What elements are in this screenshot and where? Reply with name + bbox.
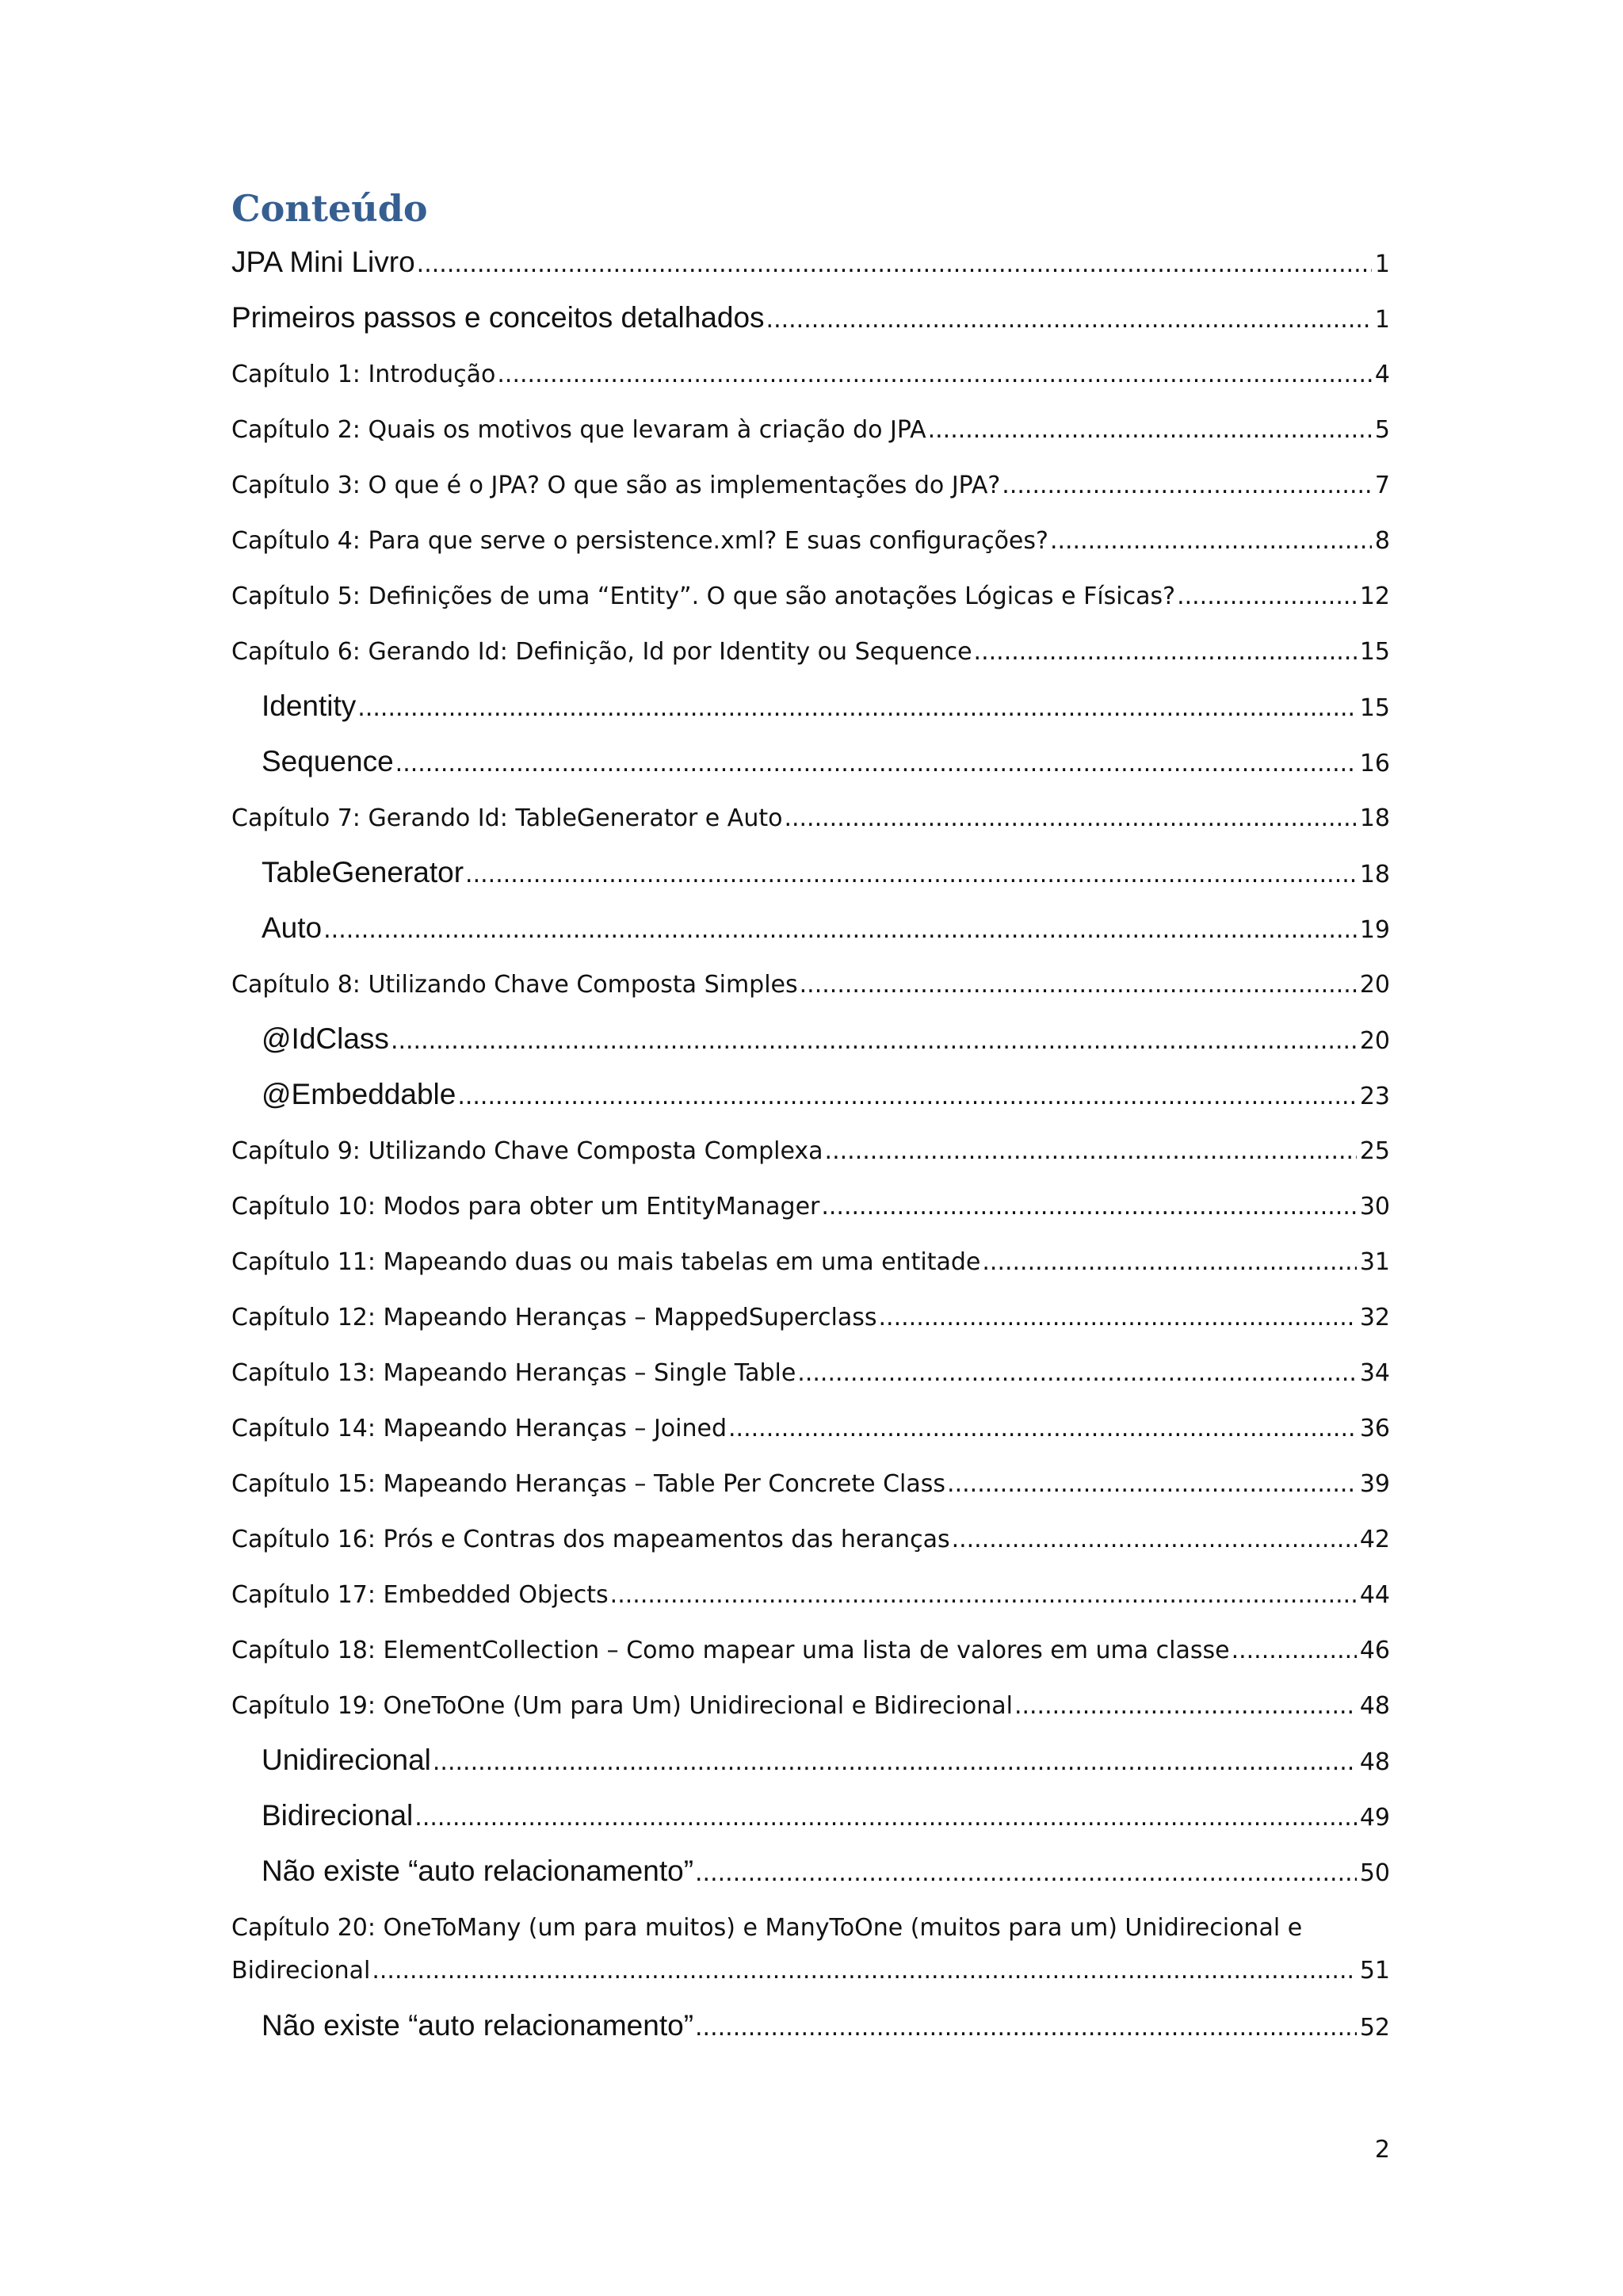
toc-entry[interactable] [231, 1304, 1390, 1331]
toc-entry[interactable] [231, 1359, 1390, 1387]
toc-entry-page: 42 [1359, 1526, 1390, 1553]
toc-entry[interactable] [262, 1744, 1390, 1777]
toc-entry-page: 30 [1359, 1193, 1390, 1221]
toc-entry-title: Capítulo 7: Gerando Id: TableGenerator e Auto [231, 804, 783, 832]
toc-entry[interactable] [231, 1526, 1390, 1553]
toc-entry-title: Capítulo 10: Modos para obter um EntityManager [231, 1193, 820, 1221]
toc-entry[interactable] [231, 472, 1390, 499]
toc-entry[interactable] [262, 911, 1390, 945]
toc-entry-title: TableGenerator [262, 856, 464, 888]
toc-entry-title: @Embeddable [262, 1078, 456, 1110]
toc-entry-page: 20 [1359, 1027, 1390, 1055]
toc-entry-title-line2: Bidirecional [231, 1957, 371, 1985]
toc-entry[interactable] [231, 246, 1390, 279]
dot-leader [414, 1804, 1357, 1832]
toc-entry-title: Sequence [262, 745, 394, 777]
toc-entry-page: 15 [1359, 694, 1390, 722]
dot-leader [1014, 1692, 1357, 1720]
dot-leader [800, 971, 1357, 999]
toc-entry-page: 31 [1359, 1248, 1390, 1276]
toc-entry-title: Identity [262, 690, 357, 722]
dot-leader [821, 1193, 1356, 1221]
toc-entry-page: 23 [1359, 1083, 1390, 1110]
dot-leader [879, 1304, 1357, 1331]
toc-entry-page: 20 [1359, 971, 1390, 999]
toc-entry-title: Capítulo 12: Mapeando Heranças – MappedSuperclass [231, 1304, 877, 1331]
toc-entry-title: Capítulo 6: Gerando Id: Definição, Id por Identity ou Sequence [231, 638, 972, 666]
toc-entry[interactable] [231, 804, 1390, 832]
toc-entry-page: 8 [1374, 527, 1390, 555]
toc-entry-page: 12 [1359, 583, 1390, 610]
toc-entry-page: 51 [1359, 1957, 1390, 1985]
dot-leader [372, 1957, 1356, 1985]
dot-leader [947, 1470, 1357, 1498]
page-number: 2 [1374, 2136, 1390, 2164]
toc-entry-page: 32 [1359, 1304, 1390, 1331]
toc-entry[interactable] [262, 1799, 1390, 1832]
toc-entry[interactable] [231, 416, 1390, 444]
toc-entry-title: Não existe “auto relacionamento” [262, 2009, 694, 2042]
dot-leader [784, 804, 1356, 832]
toc-entry[interactable] [262, 856, 1390, 889]
toc-entry-page: 48 [1359, 1748, 1390, 1776]
toc-entry-page: 50 [1359, 1859, 1390, 1887]
dot-leader [323, 916, 1357, 944]
toc-entry-title: Unidirecional [262, 1744, 431, 1776]
toc-entry-title: Capítulo 8: Utilizando Chave Composta Simples [231, 971, 798, 999]
toc-entry-page: 44 [1359, 1581, 1390, 1609]
toc-entry-page: 4 [1374, 361, 1390, 388]
dot-leader [433, 1748, 1357, 1776]
toc-entry[interactable] [262, 690, 1390, 723]
toc-entry-title-line1: Capítulo 20: OneToMany (um para muitos) e ManyToOne (muitos para um) Unidirecional e [231, 1914, 1303, 1942]
toc-entry-page: 49 [1359, 1804, 1390, 1832]
toc-entry-page: 46 [1359, 1637, 1390, 1664]
toc-entry[interactable] [262, 1022, 1390, 1056]
dot-leader [1177, 583, 1357, 610]
dot-leader [1050, 527, 1372, 555]
dot-leader [695, 2014, 1357, 2042]
dot-leader [952, 1526, 1357, 1553]
toc-entry-title: Auto [262, 911, 323, 944]
toc-entry[interactable] [262, 745, 1390, 778]
toc-entry[interactable] [262, 2009, 1390, 2042]
toc-entry-title: Capítulo 9: Utilizando Chave Composta Complexa [231, 1137, 823, 1165]
toc-entry-page: 48 [1359, 1692, 1390, 1720]
toc-entry[interactable] [231, 301, 1390, 334]
toc-entry-title: Capítulo 14: Mapeando Heranças – Joined [231, 1415, 727, 1442]
dot-leader [982, 1248, 1356, 1276]
toc-entry-title: Capítulo 2: Quais os motivos que levaram à criação do JPA [231, 416, 926, 444]
toc-entry-page: 19 [1359, 916, 1390, 944]
toc-entry-title: Capítulo 5: Definições de uma “Entity”. O que são anotações Lógicas e Físicas? [231, 583, 1176, 610]
dot-leader [357, 694, 1357, 722]
toc-entry-title: Capítulo 4: Para que serve o persistence.xml? E suas configurações? [231, 527, 1048, 555]
toc-entry-page: 1 [1374, 306, 1390, 334]
dot-leader [465, 861, 1357, 888]
toc-entry-title: Bidirecional [262, 1799, 414, 1832]
toc-entry-page: 34 [1359, 1359, 1390, 1387]
toc-entry-page: 25 [1359, 1137, 1390, 1165]
toc-entry[interactable] [231, 1248, 1390, 1276]
dot-leader [391, 1027, 1357, 1055]
toc-entry-page: 18 [1359, 861, 1390, 888]
toc-entry-title: Primeiros passos e conceitos detalhados [231, 301, 765, 334]
dot-leader [974, 638, 1357, 666]
toc-entry[interactable] [231, 361, 1390, 388]
toc-entry[interactable] [262, 1855, 1390, 1888]
dot-leader [728, 1415, 1357, 1442]
toc-entry-title: Capítulo 11: Mapeando duas ou mais tabelas em uma entitade [231, 1248, 981, 1276]
dot-leader [457, 1083, 1356, 1110]
dot-leader [395, 750, 1357, 777]
toc-entry-title: Capítulo 19: OneToOne (Um para Um) Unidirecional e Bidirecional [231, 1692, 1013, 1720]
toc-entry[interactable] [231, 638, 1390, 666]
toc-entry[interactable] [231, 527, 1390, 555]
dot-leader [928, 416, 1372, 444]
dot-leader [417, 250, 1372, 278]
dot-leader [766, 306, 1372, 334]
toc-entry-page: 15 [1359, 638, 1390, 666]
toc-entry-title: Capítulo 15: Mapeando Heranças – Table Per Concrete Class [231, 1470, 946, 1498]
toc-entry[interactable] [262, 1078, 1390, 1111]
toc-entry-page: 18 [1359, 804, 1390, 832]
dot-leader [1002, 472, 1372, 499]
toc-entry-page: 52 [1359, 2014, 1390, 2042]
toc-entry-title: Capítulo 13: Mapeando Heranças – Single Table [231, 1359, 796, 1387]
toc-entry-page: 39 [1359, 1470, 1390, 1498]
toc-entry-line2 [231, 1957, 1390, 1985]
toc-entry-title: Capítulo 18: ElementCollection – Como mapear uma lista de valores em uma classe [231, 1637, 1230, 1664]
toc-entry-title: Capítulo 3: O que é o JPA? O que são as implementações do JPA? [231, 472, 1001, 499]
toc-entry[interactable] [231, 1137, 1390, 1165]
dot-leader [825, 1137, 1357, 1165]
toc-entry[interactable] [231, 1637, 1390, 1664]
dot-leader [610, 1581, 1357, 1609]
toc-entry[interactable] [231, 1470, 1390, 1498]
toc-entry-page: 36 [1359, 1415, 1390, 1442]
toc-entry-title: Capítulo 17: Embedded Objects [231, 1581, 609, 1609]
toc-entry-title: Capítulo 16: Prós e Contras dos mapeamentos das heranças [231, 1526, 950, 1553]
toc-entry-page: 5 [1374, 416, 1390, 444]
toc-entry-page: 1 [1374, 250, 1390, 278]
toc-entry-title: Capítulo 1: Introdução [231, 361, 496, 388]
dot-leader [695, 1859, 1357, 1887]
toc-entry[interactable] [231, 1914, 1390, 1985]
toc-entry[interactable] [231, 1692, 1390, 1720]
toc-entry-page: 7 [1374, 472, 1390, 499]
toc-entry-title: Não existe “auto relacionamento” [262, 1855, 694, 1887]
toc-entry[interactable] [231, 971, 1390, 999]
toc-entry[interactable] [231, 1193, 1390, 1221]
dot-leader [497, 361, 1372, 388]
toc-heading: Conteúdo [231, 187, 428, 230]
toc-entry[interactable] [231, 1415, 1390, 1442]
dot-leader [1232, 1637, 1357, 1664]
toc-entry[interactable] [231, 1581, 1390, 1609]
toc-entry-title: JPA Mini Livro [231, 246, 415, 278]
toc-entry-page: 16 [1359, 750, 1390, 777]
dot-leader [797, 1359, 1357, 1387]
toc-entry-title: @IdClass [262, 1022, 389, 1055]
toc-entry[interactable] [231, 583, 1390, 610]
